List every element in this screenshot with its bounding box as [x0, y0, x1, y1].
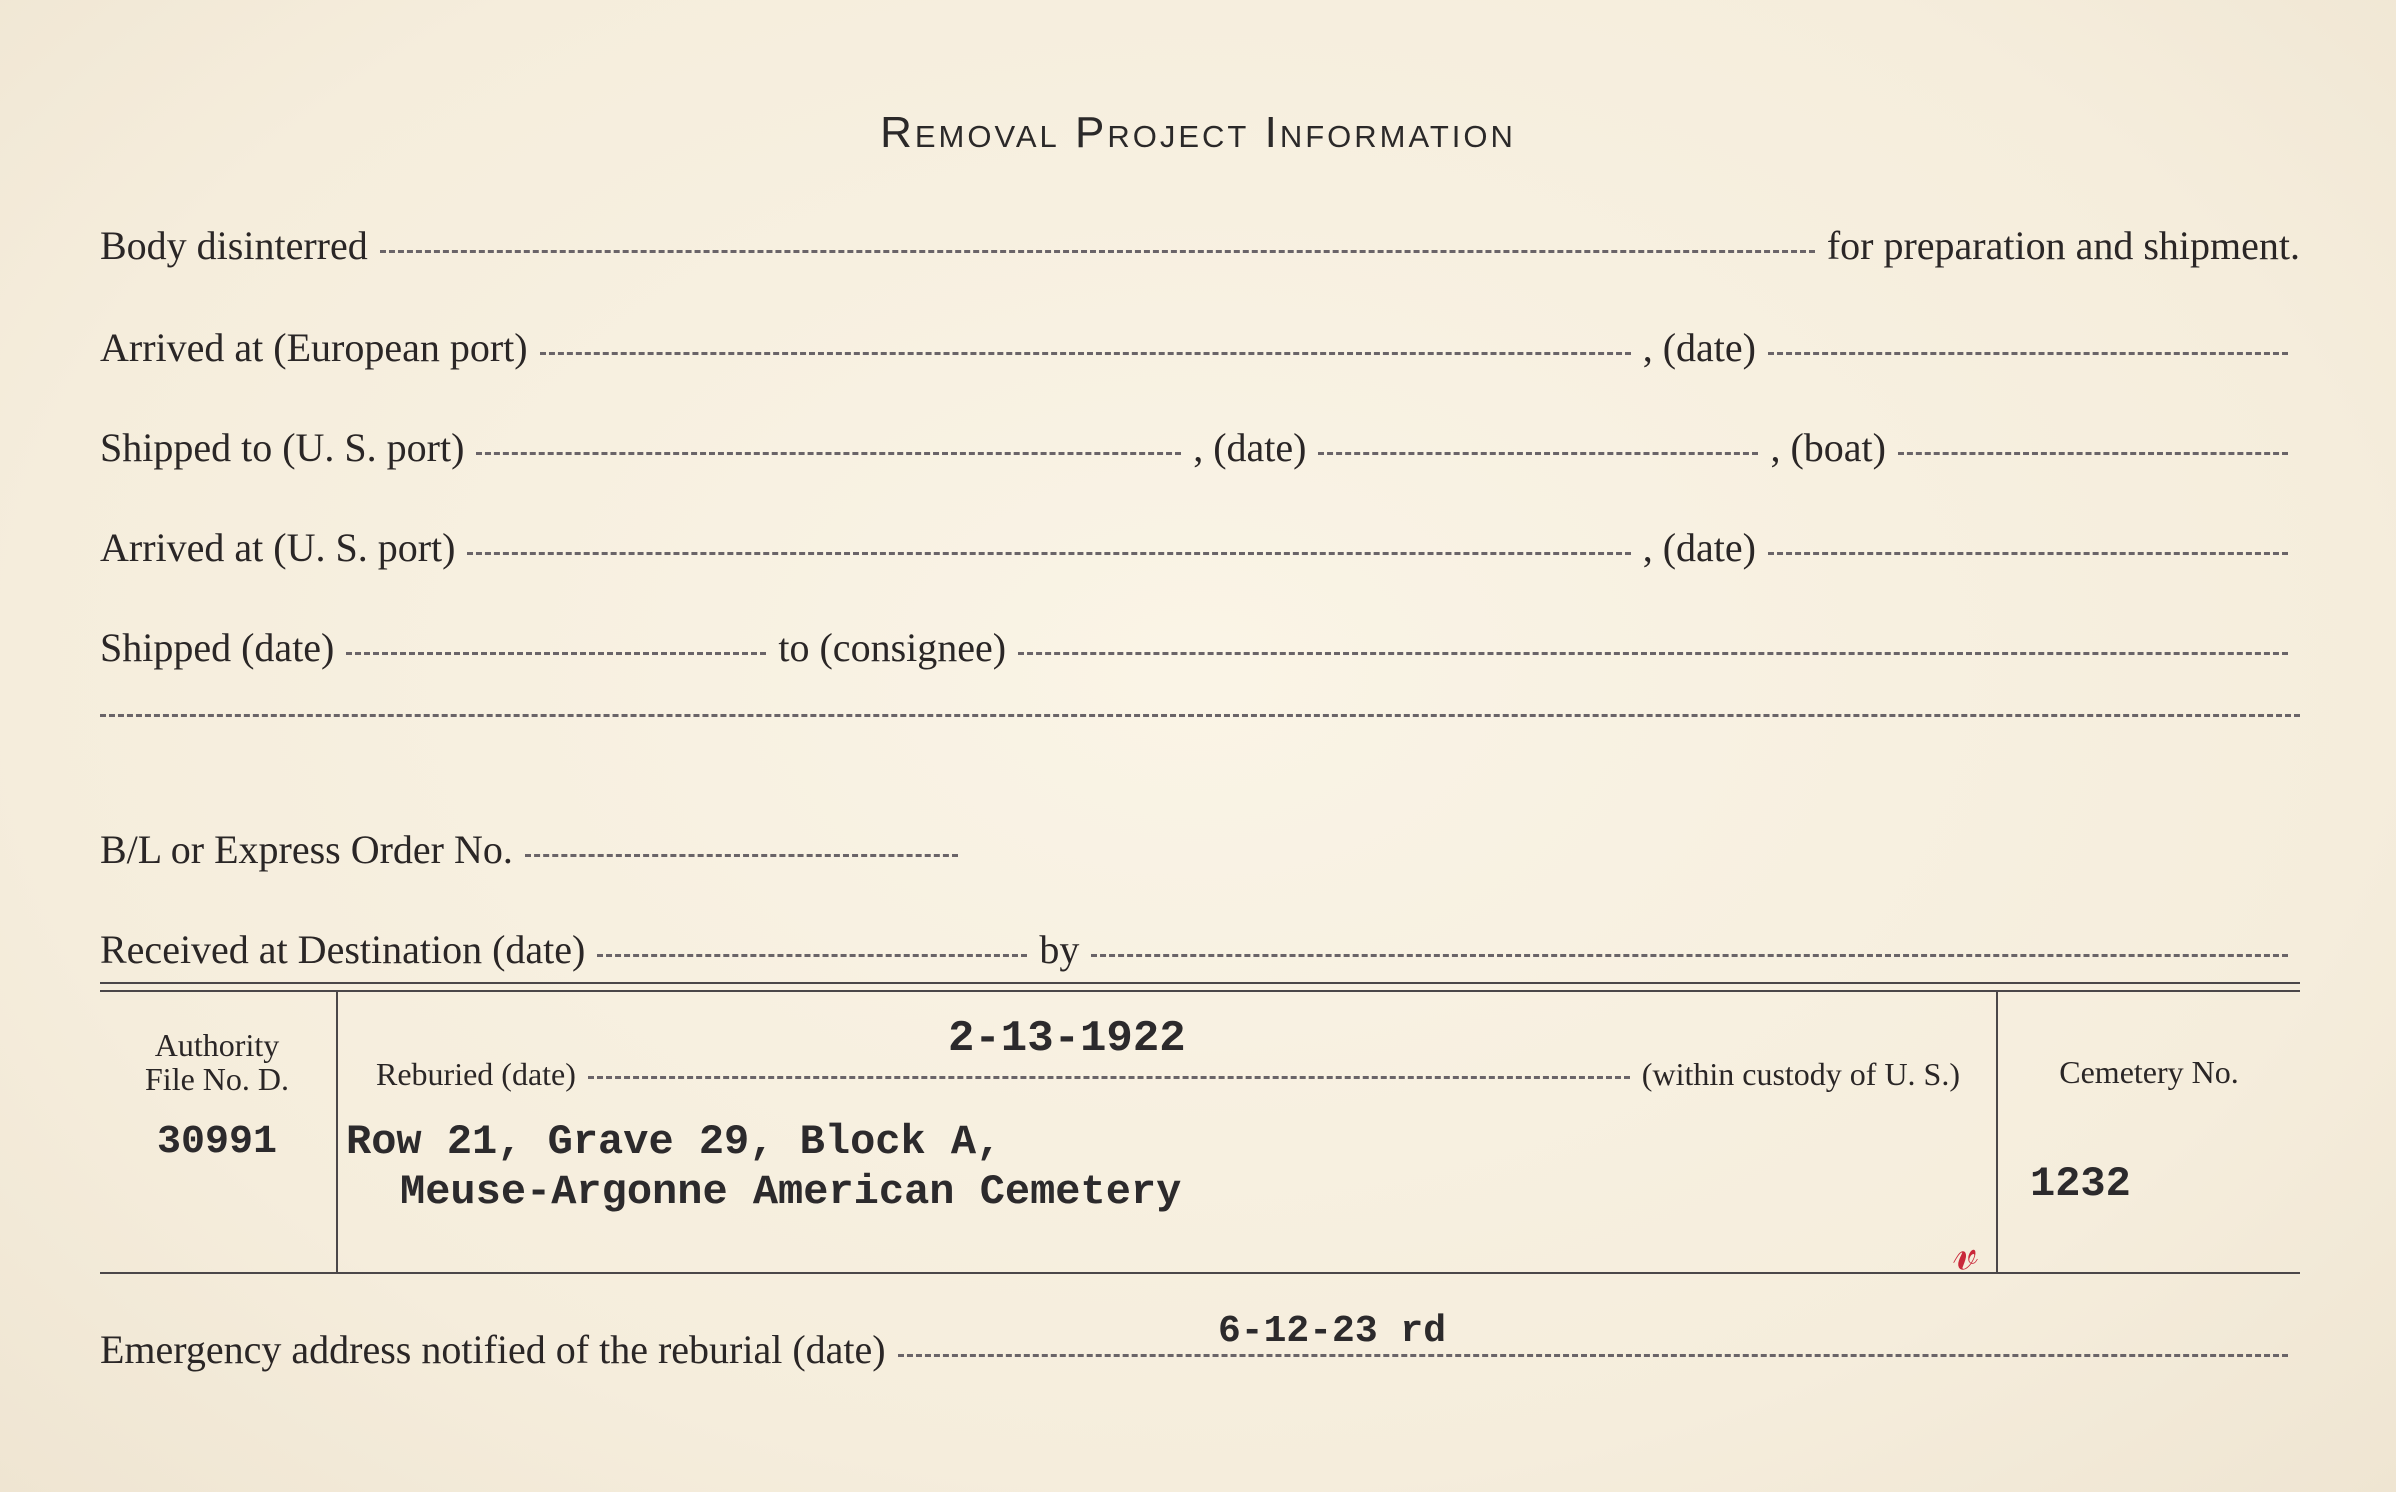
authority-label: Authority: [154, 1027, 280, 1063]
body-disinterred-line: [380, 248, 1815, 253]
received-line: [597, 952, 1027, 957]
row-emergency: [100, 1326, 2300, 1373]
reburied-label: Reburied (date): [376, 1056, 576, 1092]
bl-order-label: B/L or Express Order No.: [100, 827, 513, 872]
row-received: [100, 926, 2300, 973]
cemetery-no-label: Cemetery No.: [2059, 1054, 2239, 1090]
authority-file-number: 30991: [156, 1120, 278, 1165]
file-no-label: File No. D.: [145, 1061, 289, 1097]
shipped-to-us-date-line: [1318, 450, 1758, 455]
shipped-date-line: [346, 650, 766, 655]
reburied-line: [588, 1074, 1630, 1079]
grave-location-line1: Row 21, Grave 29, Block A,: [346, 1118, 1002, 1166]
row-shipped-date: [100, 624, 2300, 671]
row-arrived-us: [100, 524, 2300, 571]
blank-line: [100, 712, 2300, 717]
arrived-us-date-line: [1768, 550, 2288, 555]
row-shipped-to-us: [100, 424, 2300, 471]
box-divider-left: [336, 992, 338, 1272]
reburied-date-value: 2-13-1922: [948, 1014, 1186, 1064]
bl-order-line: [525, 852, 958, 857]
row-body-disinterred: [100, 222, 2300, 269]
arrived-european-line: [540, 350, 1631, 355]
consignee-label: to (consignee): [778, 625, 1007, 670]
card-title: Removal Project Information: [880, 108, 1516, 157]
by-label: by: [1039, 927, 1080, 972]
shipped-to-us-line: [476, 450, 1181, 455]
emergency-date-value: 6-12-23 rd: [1218, 1310, 1447, 1353]
row-bl-order: [100, 826, 970, 873]
arrived-us-label: Arrived at (U. S. port): [100, 525, 456, 570]
body-disinterred-label: Body disinterred: [100, 223, 368, 268]
by-line: [1091, 952, 2288, 957]
boat-line: [1898, 450, 2288, 455]
row-blank-line: [100, 718, 2300, 723]
consignee-line: [1018, 650, 2288, 655]
cemetery-no-value: 1232: [2030, 1160, 2131, 1208]
emergency-label: Emergency address notified of the reburial (date): [100, 1327, 886, 1372]
shipped-date-label: Shipped (date): [100, 625, 335, 670]
authority-header: [100, 1028, 334, 1096]
custody-label: (within custody of U. S.): [1641, 1056, 1960, 1092]
emergency-line: [898, 1352, 2288, 1357]
preparation-label: for preparation and shipment.: [1826, 223, 2300, 268]
arrived-us-line: [467, 550, 1630, 555]
received-label: Received at Destination (date): [100, 927, 586, 972]
arrived-european-date-label: , (date): [1642, 325, 1756, 370]
row-arrived-european: [100, 324, 2300, 371]
box-top-rule-1: [100, 982, 2300, 984]
grave-location-line2: Meuse-Argonne American Cemetery: [400, 1168, 1182, 1216]
box-divider-right: [1996, 992, 1998, 1272]
arrived-us-date-label: , (date): [1642, 525, 1756, 570]
check-mark-icon: 𝓋: [1947, 1220, 1982, 1284]
shipped-to-us-date-label: , (date): [1193, 425, 1307, 470]
shipped-to-us-label: Shipped to (U. S. port): [100, 425, 465, 470]
boat-label: , (boat): [1770, 425, 1886, 470]
row-reburied: [376, 1056, 1960, 1093]
arrived-european-label: Arrived at (European port): [100, 325, 528, 370]
arrived-european-date-line: [1768, 350, 2288, 355]
box-top-rule-2: [100, 990, 2300, 992]
